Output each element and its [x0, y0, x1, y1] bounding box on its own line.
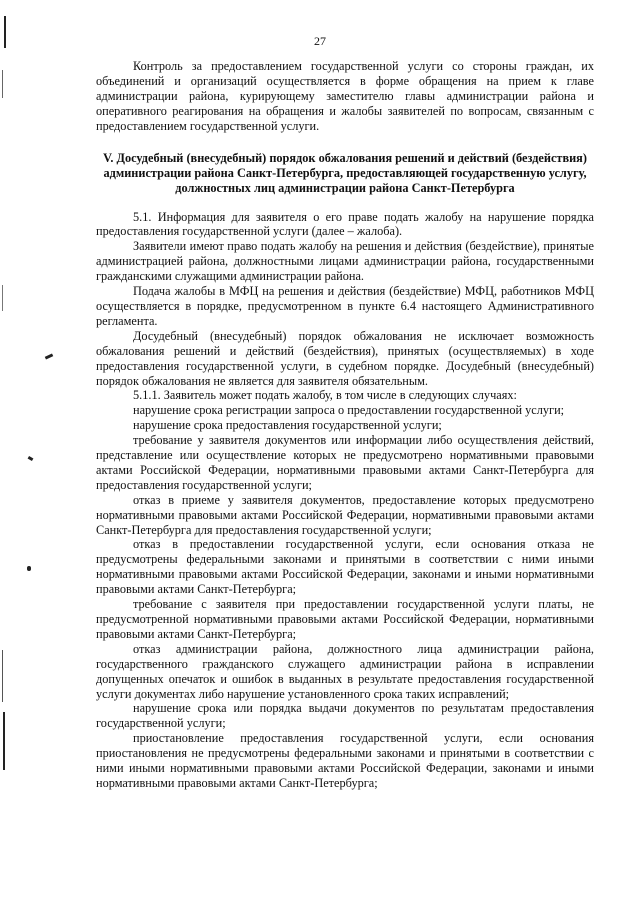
paragraph: Контроль за предоставлением государственной услуги со стороны граждан, их объединений и организаций осуществляется в форме обращения на прием к главе администрации района, курирующему заместителю главы администрации района и оперативного реагирования на обращения и жалобы заявителей по вопросам, связанным с предоставлением государственной услуги.	[96, 59, 594, 133]
scan-mark	[2, 285, 3, 311]
paragraph: 5.1. Информация для заявителя о его праве подать жалобу на нарушение порядка предоставления государственной услуги (далее – жалоба).	[96, 209, 594, 239]
list-item: нарушение срока предоставления государственной услуги;	[133, 418, 442, 433]
scan-mark	[28, 456, 34, 461]
scan-mark	[4, 16, 6, 48]
page-number: 27	[314, 34, 326, 48]
list-item: отказ администрации района, должностного лица администрации района, государственного гражданского служащего администрации района в исправлении допущенных опечаток и ошибок в выданных в результате предоставления государственной услуги документах либо нарушение установленного срока таких исправлений;	[96, 641, 594, 701]
list-item: отказ в предоставлении государственной услуги, если основания отказа не предусмотрены федеральными законами и принятыми в соответствии с ними иными нормативными правовыми актами Российской Федерации, законами и иными нормативными правовыми актами Санкт-Петербурга;	[96, 537, 594, 597]
scan-mark	[27, 566, 31, 571]
list-item: нарушение срока или порядка выдачи документов по результатам предоставления государственной услуги;	[96, 701, 594, 731]
section-heading: V. Досудебный (внесудебный) порядок обжалования решений и действий (бездействия) администрации района Санкт-Петербурга, предоставляющей государственную услугу, должностных лиц администрации района Санкт-Петербурга	[103, 150, 587, 195]
list-item: приостановление предоставления государственной услуги, если основания приостановления не предусмотрены федеральными законами и принятыми в соответствии с ними иными нормативными правовыми актами Российской Федерации, законами и иными нормативными правовыми актами Санкт-Петербурга;	[96, 731, 594, 790]
scan-mark	[2, 70, 3, 98]
list-item: требование с заявителя при предоставлении государственной услуги платы, не предусмотренной нормативными правовыми актами Российской Федерации, нормативными правовыми актами Санкт-Петербурга;	[96, 597, 594, 641]
list-item: требование у заявителя документов или информации либо осуществления действий, представление или осуществление которых не предусмотрено нормативными правовыми актами Российской Федерации, нормативными правовыми актами Санкт-Петербурга для предоставления государственной услуги;	[96, 433, 594, 492]
document-body	[96, 59, 594, 791]
list-item: отказ в приеме у заявителя документов, предоставление которых предусмотрено нормативными правовыми актами Российской Федерации, нормативными правовыми актами Санкт-Петербурга для предоставления государственной услуги;	[96, 492, 594, 537]
paragraph: 5.1.1. Заявитель может подать жалобу, в том числе в следующих случаях:	[133, 388, 517, 403]
scan-mark	[2, 650, 3, 702]
list-item: нарушение срока регистрации запроса о предоставлении государственной услуги;	[133, 403, 565, 418]
scan-mark	[45, 353, 54, 359]
paragraph: Заявители имеют право подать жалобу на решения и действия (бездействие), принятые администрацией района, должностными лицами администрации района, государственными гражданскими служащими администрации района.	[96, 239, 594, 284]
scan-mark	[3, 712, 5, 770]
paragraph: Подача жалобы в МФЦ на решения и действия (бездействие) МФЦ, работников МФЦ осуществляется в порядке, предусмотренном в пункте 6.4 настоящего Административного регламента.	[96, 284, 594, 328]
paragraph: Досудебный (внесудебный) порядок обжалования не исключает возможность обжалования решений и действий (бездействия), принятых (осуществляемых) в ходе предоставления государственной услуги, в судебном порядке. Досудебный (внесудебный) порядок обжалования не является для заявителя обязательным.	[96, 328, 594, 388]
